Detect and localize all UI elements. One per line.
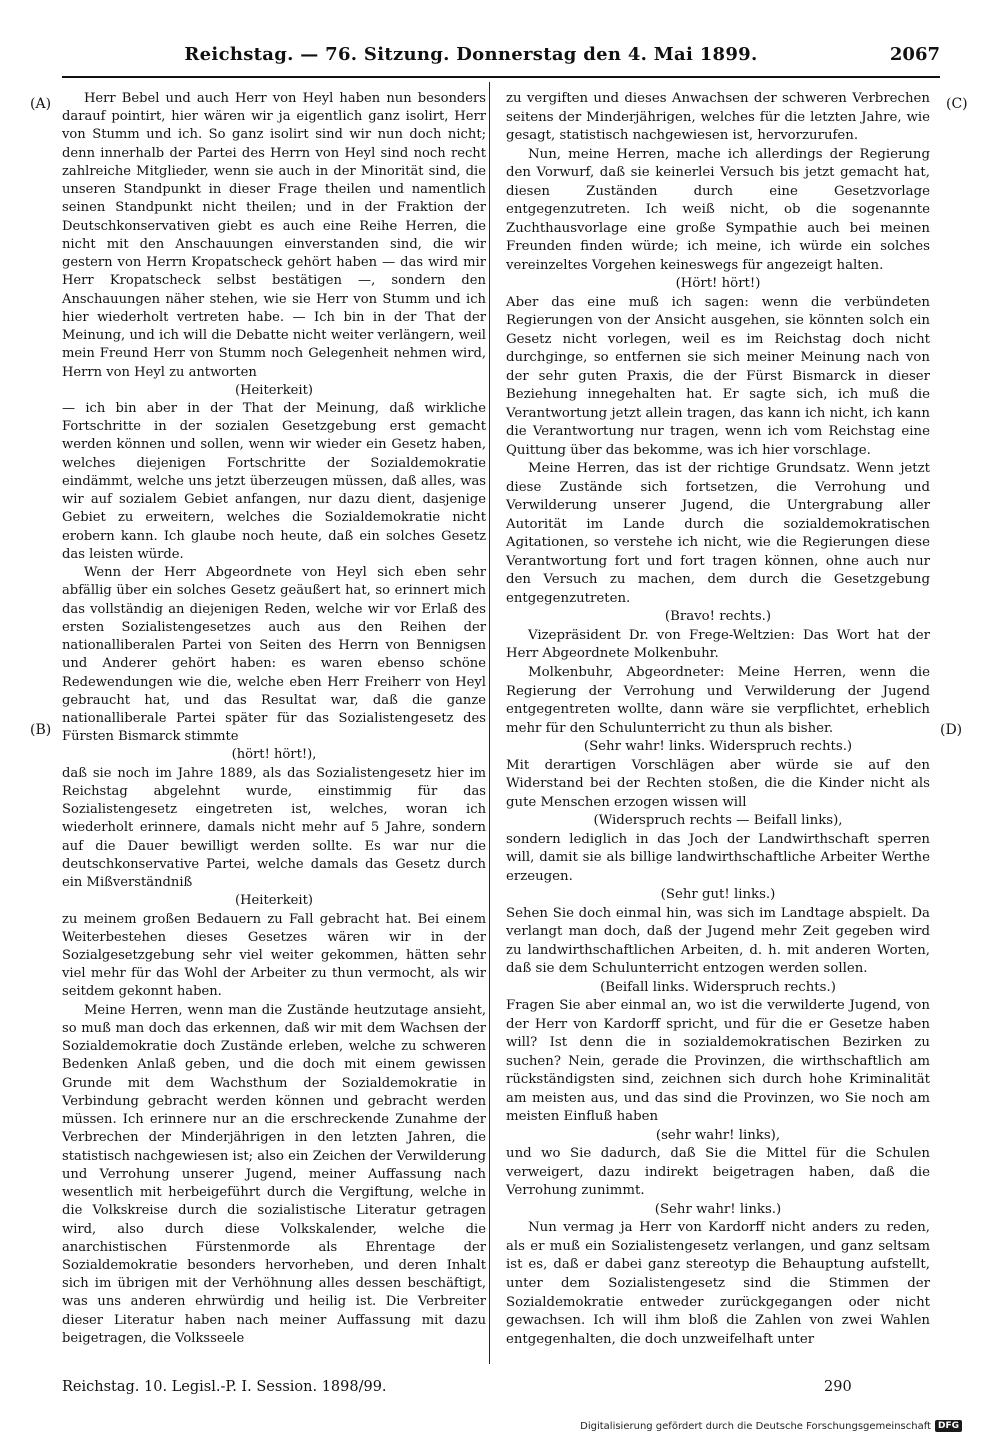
paragraph: Wenn der Herr Abgeordnete von Heyl sich eben sehr abfällig über ein solches Gesetz geäußert hat, so erinnert mich das vollständig an diejenigen Reden, welche wir vor Erlaß des ersten Sozialistengesetzes auch aus den Reihen der nationalliberalen Partei von Seiten des Herrn von Bennigsen und Anderer gehört haben: es waren ebenso schöne Redewendungen wie die, welche eben Herr Freiherr von Heyl gebraucht hat, und das Resultat war, daß die ganze nationalliberale Partei später für das Sozialistengesetz des Fürsten Bismarck stimmte [62, 565, 486, 745]
right-column [506, 90, 930, 1349]
paragraph: daß sie noch im Jahre 1889, als das Sozialistengesetz hier im Reichstag abgelehnt wurde, einstimmig für das Sozialistengesetz eingetreten ist, welches, woran ich wiederholt erinnere, damals nicht mehr auf 5 Jahre, sondern auf die Dauer bewilligt werden sollte. Es war nur die deutschkonservative Partei, welche damals das Gesetz durch ein Mißverständniß [62, 765, 486, 891]
interjection: (Heiterkeit) [235, 893, 313, 909]
page-number: 2067 [889, 44, 940, 65]
paragraph: Vizepräsident Dr. von Frege-Weltzien: Das Wort hat der Herr Abgeordnete Molkenbuhr. [506, 627, 930, 662]
paragraph: sondern lediglich in das Joch der Landwirthschaft sperren will, damit sie als billige landwirthschaftliche Arbeiter Werthe erzeugen. [506, 831, 930, 884]
credit-text: Digitalisierung gefördert durch die Deutsche Forschungsgemeinschaft [580, 1420, 931, 1432]
paragraph: zu vergiften und dieses Anwachsen der schweren Verbrechen seitens der Minderjährigen, welches für die letzten Jahre, wie gesagt, statistisch nachgewiesen ist, hervorzurufen. [506, 91, 930, 144]
header-rule [62, 76, 940, 78]
interjection: (Sehr wahr! links.) [654, 1201, 782, 1217]
column-divider [489, 82, 490, 1364]
paragraph: Nun vermag ja Herr von Kardorff nicht anders zu reden, als er muß ein Sozialistengesetz verlangen, und ganz seltsam ist es, daß er dabei ganz stereotyp die Behauptung aufstellt, unter dem Sozialistengesetz sind die Stimmen der Sozialdemokratie entweder zurückgegangen oder nicht gewachsen. Ich will ihm bloß die Zahlen von zwei Wahlen entgegenhalten, die doch unzweifelhaft unter [506, 1220, 930, 1347]
margin-marker-a: (A) [30, 96, 52, 112]
paragraph: Herr Bebel und auch Herr von Heyl haben nun besonders darauf pointirt, hier wären wir ja eigentlich ganz isolirt, Herr von Stumm und ich. So ganz isolirt sind wir nun doch nicht; denn innerhalb der Partei des Herrn von Heyl sind noch recht zahlreiche Mitglieder, wenn sie auch in der Minorität sind, die unseren Standpunkt in dieser Frage theilen und namentlich seinen Standpunkt nicht theilen; und in der Fraktion der Deutschkonservativen giebt es auch eine Reihe Herren, die nicht mit den Anschauungen einverstanden sind, die wir gestern von Herrn Kropatscheck gehört haben — das wird mir Herr Kropatscheck selbst bestätigen —, sondern den Anschauungen näher stehen, wie sie Herr von Stumm und ich hier wiederholt vertreten habe. — Ich bin in der That der Meinung, und ich will die Debatte nicht weiter verlängern, weil mein Freund Herr von Stumm noch Gelegenheit nehmen wird, Herrn von Heyl zu antworten [62, 91, 486, 380]
paragraph: Nun, meine Herren, mache ich allerdings der Regierung den Vorwurf, daß sie keinerlei Versuch bis jetzt gemacht hat, diesen Zuständen durch eine Gesetzvorlage entgegenzutreten. Ich weiß nicht, ob die sogenannte Zuchthausvorlage eine große Sympathie auch bei meinen Freunden finden würde; ich meine, ich würde ein solches vereinzeltes Vorgehen keineswegs für angezeigt halten. [506, 146, 930, 273]
interjection: (hört! hört!), [231, 747, 317, 763]
page-header [62, 44, 940, 70]
paragraph: zu meinem großen Bedauern zu Fall gebracht hat. Bei einem Weiterbestehen dieses Gesetzes wären wir in der Sozialgesetzgebung sehr viel weiter gekommen, hätten sehr viel mehr für das Wohl der Arbeiter zu thun vermocht, als wir seitdem gekonnt haben. [62, 911, 486, 1000]
paragraph: Fragen Sie aber einmal an, wo ist die verwilderte Jugend, von der Herr von Kardorff spricht, und für die er Gesetze haben will? Ist denn die in sozialdemokratischen Bezirken zu suchen? Nein, gerade die Provinzen, die wirthschaftlich am rückständigsten sind, zeichnen sich durch hohe Kriminalität am meisten aus, und das sind die Provinzen, wo Sie noch am meisten Einfluß haben [506, 998, 930, 1125]
paragraph: — ich bin aber in der That der Meinung, daß wirkliche Fortschritte in der sozialen Gesetzgebung erst gemacht werden können und sollen, wenn wir wieder ein Gesetz haben, welches diejenigen Fortschritte der Sozialdemokratie eindämmt, welche uns jetzt überzeugen müssen, daß alles, was wir auf sozialem Gebiet anfangen, nur dazu dient, dasjenige Gebiet zu erweitern, welches die Sozialdemokratie nicht erobern kann. Ich glaube noch heute, daß ein solches Gesetz das leisten würde. [62, 400, 486, 562]
footer-session: Reichstag. 10. Legisl.-P. I. Session. 1898/99. [62, 1379, 387, 1395]
paragraph: Molkenbuhr, Abgeordneter: Meine Herren, wenn die Regierung der Verrohung und Verwilderung der Jugend entgegentreten wollte, dann wäre sie verpflichtet, erheblich mehr für den Schulunterricht zu thun als bisher. [506, 664, 930, 736]
left-column [62, 90, 486, 1348]
margin-marker-c: (C) [946, 96, 968, 112]
paragraph: Meine Herren, wenn man die Zustände heutzutage ansieht, so muß man doch das erkennen, daß wir mit dem Wachsen der Sozialdemokratie doch Zustände erleben, welche zu schweren Bedenken Anlaß geben, und die doch mit einem gewissen Grunde mit dem Wachsthum der Sozialdemokratie in Verbindung gebracht werden können und gebracht werden müssen. Ich erinnere nur an die erschreckende Zunahme der Verbrechen der Minderjährigen in den letzten Jahren, die statistisch nachgewiesen ist; also ein Zeichen der Verwilderung und Verrohung unserer Jugend, meiner Auffassung nach wesentlich mit herbeigeführt durch die Vergiftung, welche in die Volkskreise durch die sozialistische Literatur getragen wird, also durch diese Volkskalender, welche die anarchistischen Fürstenmorde als Ehrentage der Sozialdemokratie besonders hervorheben, und deren Inhalt sich im übrigen mit der Verhöhnung alles dessen beschäftigt, was uns anderen ehrwürdig und heilig ist. Die Verbreiter dieser Literatur haben nach meiner Auffassung mit dazu beigetragen, die Volksseele [62, 1002, 486, 1346]
paragraph: Sehen Sie doch einmal hin, was sich im Landtage abspielt. Da verlangt man doch, daß der Jugend mehr Zeit gegeben wird zu landwirthschaftlichen Arbeiten, d. h. mit anderen Worten, daß sie dem Schulunterricht entzogen werden sollen. [506, 905, 930, 977]
paragraph: Meine Herren, das ist der richtige Grundsatz. Wenn jetzt diese Zustände sich fortsetzen, die Verrohung und Verwilderung unserer Jugend, die Untergrabung aller Autorität im Lande durch die sozialdemokratischen Agitationen, so verstehe ich nicht, wie die Regierungen diese Verantwortung fort und fort tragen können, ohne auch nur den Versuch zu machen, dem durch die Gesetzgebung entgegenzutreten. [506, 461, 930, 606]
paragraph: und wo Sie dadurch, daß Sie die Mittel für die Schulen verweigert, dazu indirekt beigetragen haben, daß die Verrohung zunimmt. [506, 1146, 930, 1199]
interjection: (Sehr gut! links.) [660, 887, 776, 903]
paragraph: Mit derartigen Vorschlägen aber würde sie auf den Widerstand bei der Rechten stoßen, die die Kinder nicht als gute Menschen erzogen wissen will [506, 757, 930, 810]
interjection: (Heiterkeit) [235, 382, 313, 398]
interjection: (Hört! hört!) [675, 276, 761, 292]
interjection: (Beifall links. Widerspruch rechts.) [600, 979, 836, 995]
digitization-credit [580, 1420, 962, 1432]
interjection: (Sehr wahr! links. Widerspruch rechts.) [583, 739, 853, 755]
interjection: (Widerspruch rechts — Beifall links), [593, 813, 843, 829]
margin-marker-d: (D) [940, 722, 963, 738]
interjection: (Bravo! rechts.) [664, 609, 772, 625]
paragraph: Aber das eine muß ich sagen: wenn die verbündeten Regierungen von der Ansicht ausgehen, sie könnten solch ein Gesetz nicht vorlegen, weil es im Reichstag doch nicht durchginge, so entfernen sie sich meiner Meinung nach von der sehr guten Praxis, die der Fürst Bismarck in dieser Beziehung innegehalten hat. Er sagte sich, ich muß die Verantwortung jetzt allein tragen, das kann ich nicht, ich kann die Verantwortung nur tragen, wenn ich vom Reichstag eine Quittung über das bekomme, was ich hier vorschlage. [506, 294, 930, 458]
running-title: Reichstag. — 76. Sitzung. Donnerstag den 4. Mai 1899. [184, 44, 758, 65]
dfg-logo-icon: DFG [935, 1420, 962, 1432]
interjection: (sehr wahr! links), [655, 1127, 781, 1143]
margin-marker-b: (B) [30, 722, 52, 738]
footer-sheet-number: 290 [824, 1379, 852, 1395]
